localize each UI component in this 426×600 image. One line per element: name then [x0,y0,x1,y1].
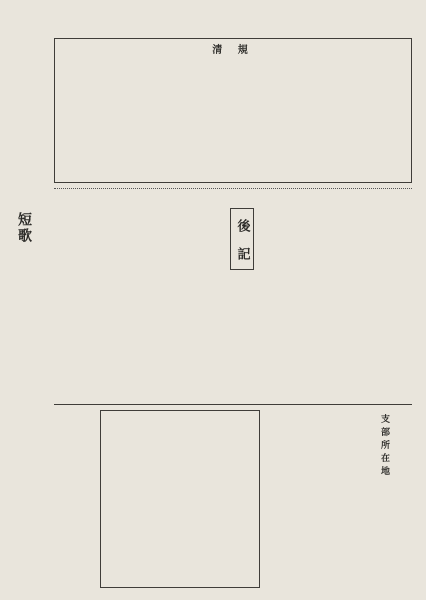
afterword-second-text [56,200,226,390]
colophon-details [104,414,226,584]
colophon-date [232,412,256,582]
bottom-divider [54,404,412,405]
regulations-title: 清 規 [212,45,254,56]
afterword-heading: 後 記 [230,208,254,270]
branch-list-title: 支部所在地 [379,414,389,479]
branch-list [268,412,374,587]
dotted-divider [54,188,412,189]
afterword-main-text [254,200,412,385]
left-margin-info [14,78,44,198]
regulations-box [54,38,412,183]
magazine-title: 短歌 [16,212,32,244]
